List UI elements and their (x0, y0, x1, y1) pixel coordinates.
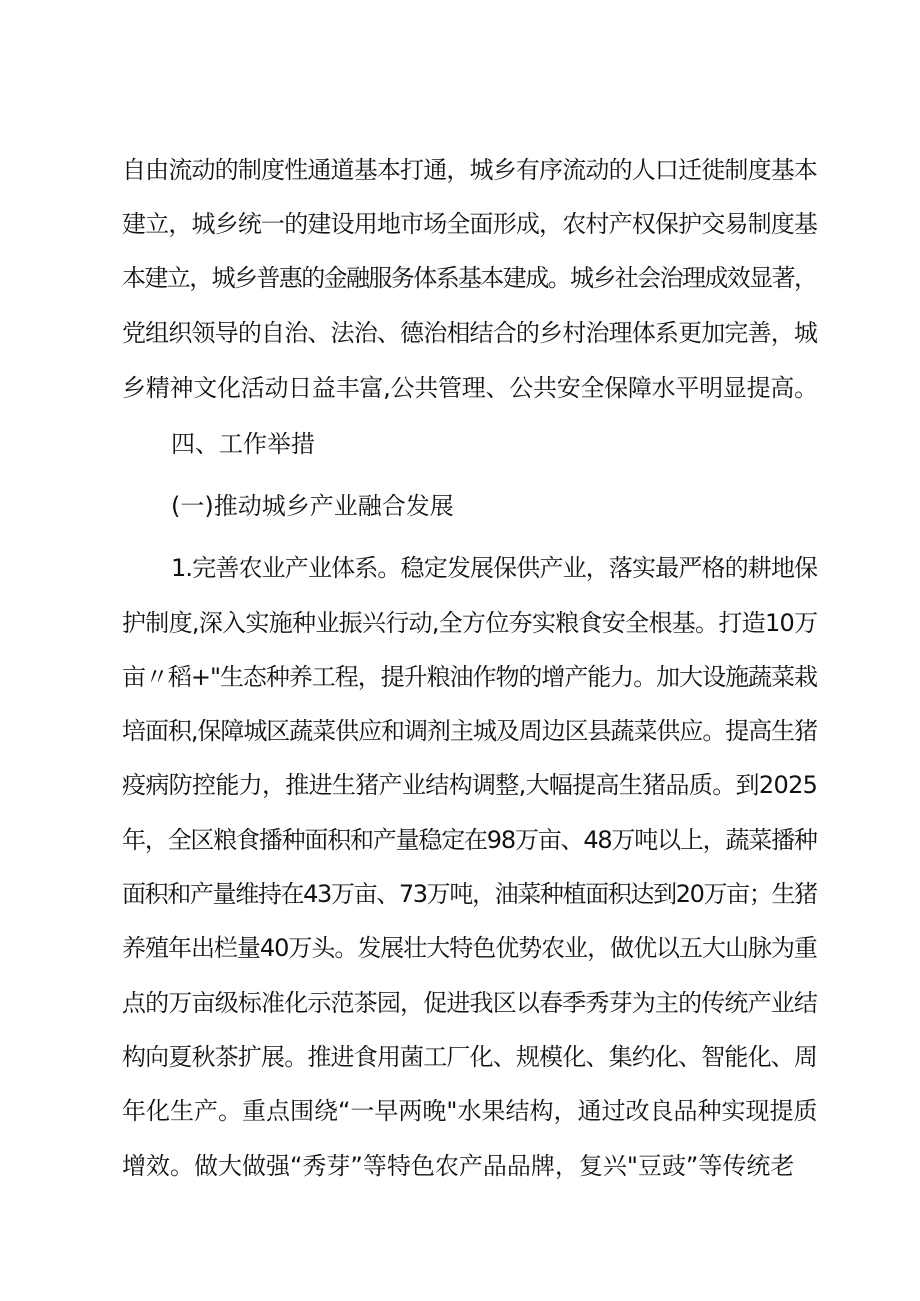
line-text: 点的万亩级标准化示范茶园，促进我区以春季秀芽为主的传统产业结 (122, 989, 818, 1017)
paragraph-line (0, 150, 920, 190)
line-text: 培面积,保障城区蔬菜供应和调剂主城及周边区县蔬菜供应。提高生猪 (122, 717, 818, 745)
heading-text: 四、工作举措 (171, 430, 315, 458)
line-text: 面积和产量维持在43万亩、73万吨，油菜种植面积达到20万亩；生猪 (122, 880, 817, 908)
section-heading (0, 424, 920, 464)
line-text: 护制度,深入实施种业振兴行动,全方位夯实粮食安全根基。打造10万 (122, 609, 818, 637)
paragraph-line (0, 765, 920, 805)
heading-text: (一)推动城乡产业融合发展 (171, 492, 454, 520)
line-text: 疫病防控能力，推进生猪产业结构调整,大幅提高生猪品质。到2025 (122, 771, 818, 799)
line-text: 建立，城乡统一的建设用地市场全面形成，农村产权保护交易制度基 (122, 210, 818, 238)
line-text: 增效。做大做强“秀芽”等特色农产品品牌，复兴"豆豉”等传统老 (122, 1152, 795, 1180)
line-text: 1.完善农业产业体系。稳定发展保供产业，落实最严格的耕地保 (171, 554, 818, 582)
line-text: 养殖年出栏量40万头。发展壮大特色优势农业，做优以五大山脉为重 (122, 934, 817, 962)
paragraph-line (0, 983, 920, 1023)
paragraph-line (0, 928, 920, 968)
paragraph-line (0, 1146, 920, 1186)
paragraph-line (0, 711, 920, 751)
line-text: 年化生产。重点围绕“一早两晚"水果结构，通过改良品种实现提质 (122, 1097, 818, 1125)
paragraph-line (0, 603, 920, 643)
paragraph-line (0, 657, 920, 697)
subsection-heading (0, 486, 920, 526)
line-text: 党组织领导的自治、法治、德治相结合的乡村治理体系更加完善，城 (122, 319, 818, 347)
paragraph-line (0, 204, 920, 244)
line-text: 年，全区粮食播种面积和产量稳定在98万亩、48万吨以上，蔬菜播种 (122, 826, 817, 854)
paragraph-line (0, 820, 920, 860)
paragraph-line (0, 874, 920, 914)
paragraph-line (0, 548, 920, 588)
line-text: 亩〃稻+"生态种养工程，提升粮油作物的增产能力。加大设施蔬菜栽 (122, 663, 817, 691)
paragraph-line (0, 1091, 920, 1131)
line-text: 构向夏秋茶扩展。推进食用菌工厂化、规模化、集约化、智能化、周 (122, 1043, 818, 1071)
line-text: 乡精神文化活动日益丰富,公共管理、公共安全保障水平明显提高。 (122, 374, 818, 402)
paragraph-line (0, 258, 920, 298)
paragraph-line (0, 313, 920, 353)
paragraph-line (0, 368, 920, 408)
line-text: 自由流动的制度性通道基本打通，城乡有序流动的人口迁徙制度基本 (122, 156, 818, 184)
paragraph-line (0, 1037, 920, 1077)
line-text: 本建立，城乡普惠的金融服务体系基本建成。城乡社会治理成效显著， (122, 264, 817, 292)
